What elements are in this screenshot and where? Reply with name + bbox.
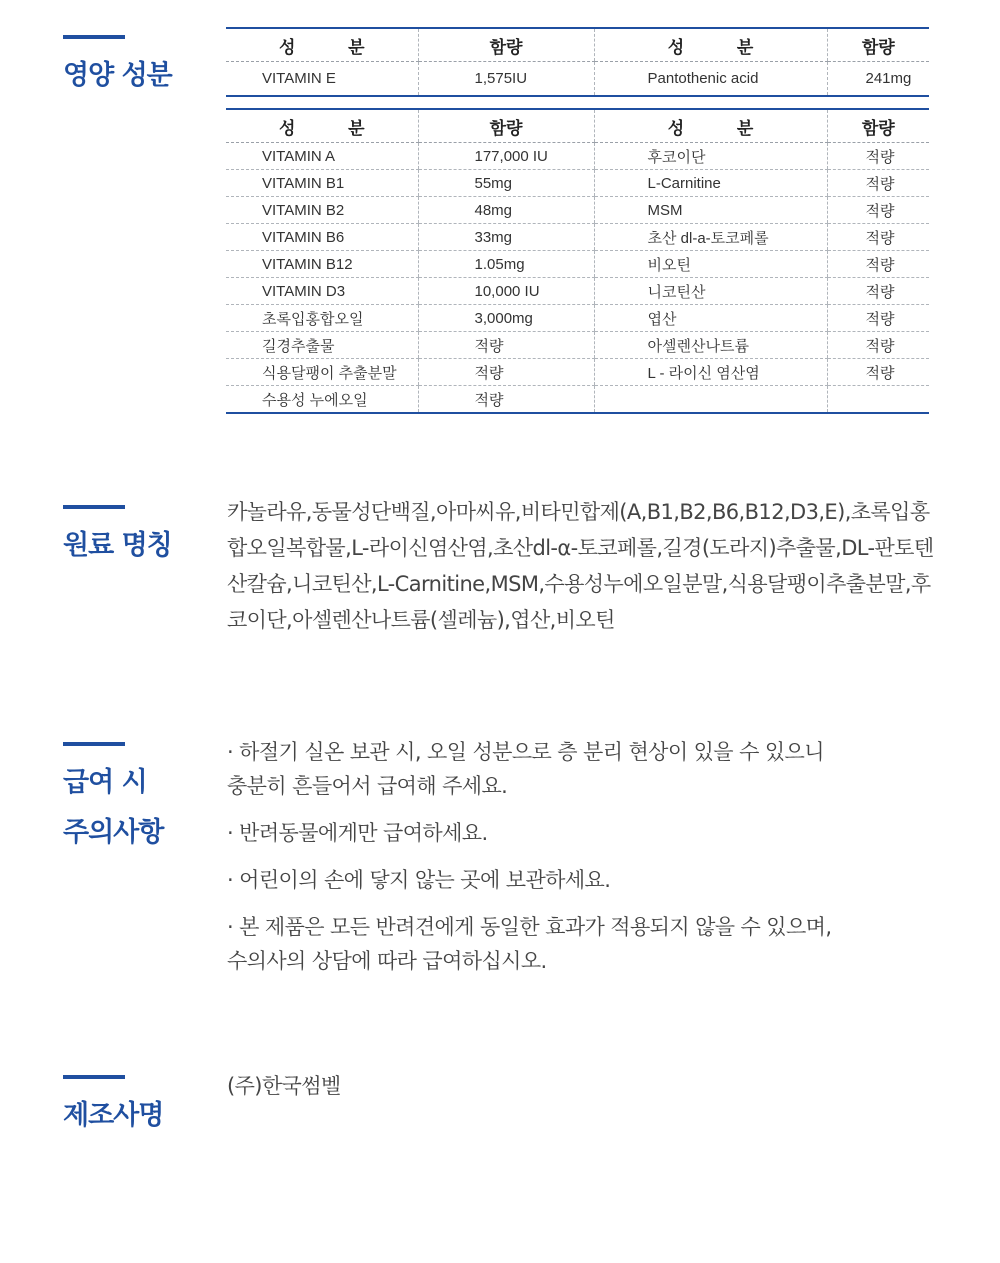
ingredient-name: L - 라이신 염산염 (594, 359, 827, 386)
ingredient-amount: 241mg (827, 62, 929, 97)
ingredient-name: 초산 dl-a-토코페롤 (594, 224, 827, 251)
ingredient-amount: 적량 (827, 359, 929, 386)
caution-title: 급여 시 주의사항 (63, 767, 164, 848)
heading-accent-bar (63, 1075, 125, 1079)
header-amount: 함량 (827, 109, 929, 143)
table-row (226, 251, 929, 278)
header-ingredient: 성 분 (226, 109, 418, 143)
table-header-row (226, 28, 929, 62)
materials-heading (63, 505, 172, 571)
heading-accent-bar (63, 742, 125, 746)
caution-item: · 반려동물에게만 급여하세요. (227, 821, 488, 845)
ingredient-name (594, 386, 827, 414)
ingredient-amount: 적량 (827, 197, 929, 224)
ingredient-name: 비오틴 (594, 251, 827, 278)
ingredient-amount: 177,000 IU (418, 143, 594, 170)
table-row (226, 224, 929, 251)
ingredient-name: VITAMIN B1 (226, 170, 418, 197)
table-row (226, 359, 929, 386)
caution-item: · 하절기 실온 보관 시, 오일 성분으로 층 분리 현상이 있을 수 있으니 충분히 흔들어서 급여해 주세요. (227, 740, 824, 798)
maker-title: 제조사명 (63, 1100, 164, 1131)
ingredient-name: 엽산 (594, 305, 827, 332)
nutrients-title: 영양 성분 (63, 60, 172, 91)
table-row (226, 197, 929, 224)
ingredient-name: 니코틴산 (594, 278, 827, 305)
ingredient-amount: 적량 (827, 332, 929, 359)
ingredient-name: L-Carnitine (594, 170, 827, 197)
ingredient-amount: 적량 (827, 170, 929, 197)
nutrient-table-main (226, 27, 929, 97)
nutrient-table-detail (226, 108, 929, 414)
ingredient-name: VITAMIN D3 (226, 278, 418, 305)
ingredient-name: VITAMIN E (226, 62, 418, 97)
table-row (226, 143, 929, 170)
table-row (226, 278, 929, 305)
ingredient-name: VITAMIN B6 (226, 224, 418, 251)
header-amount: 함량 (418, 109, 594, 143)
ingredient-amount: 55mg (418, 170, 594, 197)
table-header-row (226, 109, 929, 143)
ingredient-name: 후코이단 (594, 143, 827, 170)
ingredient-name: 길경추출물 (226, 332, 418, 359)
maker-heading (63, 1075, 163, 1141)
heading-accent-bar (63, 35, 125, 39)
ingredient-amount: 적량 (418, 359, 594, 386)
header-ingredient: 성 분 (594, 109, 827, 143)
caution-item: · 본 제품은 모든 반려견에게 동일한 효과가 적용되지 않을 수 있으며, 수의사의 상담에 따라 급여하십시오. (227, 915, 832, 973)
maker-name: (주)한국썸벨 (227, 1074, 341, 1098)
ingredient-name: MSM (594, 197, 827, 224)
ingredient-name: 초록입홍합오일 (226, 305, 418, 332)
ingredient-name: 아셀렌산나트륨 (594, 332, 827, 359)
ingredient-amount: 1,575IU (418, 62, 594, 97)
materials-title: 원료 명칭 (63, 530, 172, 561)
header-amount: 함량 (418, 28, 594, 62)
header-amount: 함량 (827, 28, 929, 62)
ingredient-name: Pantothenic acid (594, 62, 827, 97)
ingredient-amount: 적량 (827, 224, 929, 251)
table-row (226, 62, 929, 97)
table-row (226, 305, 929, 332)
ingredient-amount (827, 386, 929, 414)
ingredient-amount: 1.05mg (418, 251, 594, 278)
table-row (226, 170, 929, 197)
table-row (226, 332, 929, 359)
ingredient-name: VITAMIN B12 (226, 251, 418, 278)
caution-heading (63, 742, 163, 858)
ingredient-name: VITAMIN B2 (226, 197, 418, 224)
ingredient-name: 수용성 누에오일 (226, 386, 418, 414)
materials-text: 카놀라유,동물성단백질,아마씨유,비타민합제(A,B1,B2,B6,B12,D3,E),초록입홍합오일복합물,L-라이신염산염,초산dl-α-토코페롤,길경(도라지)추출물,DL-판토텐산칼슘,니코틴산,L-Carnitine,MSM,수용성누에오일분말,식용달팽이추출분말,후코이단,아셀렌산나트륨(셀레늄),엽산,비오틴 (227, 500, 934, 632)
header-ingredient: 성 분 (594, 28, 827, 62)
ingredient-amount: 적량 (827, 278, 929, 305)
ingredient-amount: 33mg (418, 224, 594, 251)
ingredient-amount: 48mg (418, 197, 594, 224)
ingredient-amount: 적량 (418, 332, 594, 359)
ingredient-amount: 적량 (827, 305, 929, 332)
ingredient-amount: 10,000 IU (418, 278, 594, 305)
nutrients-heading (63, 35, 172, 101)
caution-list (227, 735, 927, 991)
ingredient-name: 식용달팽이 추출분말 (226, 359, 418, 386)
ingredient-amount: 3,000mg (418, 305, 594, 332)
header-ingredient: 성 분 (226, 28, 418, 62)
ingredient-name: VITAMIN A (226, 143, 418, 170)
heading-accent-bar (63, 505, 125, 509)
ingredient-amount: 적량 (418, 386, 594, 414)
caution-item: · 어린이의 손에 닿지 않는 곳에 보관하세요. (227, 868, 611, 892)
ingredient-amount: 적량 (827, 143, 929, 170)
ingredient-amount: 적량 (827, 251, 929, 278)
table-row (226, 386, 929, 414)
